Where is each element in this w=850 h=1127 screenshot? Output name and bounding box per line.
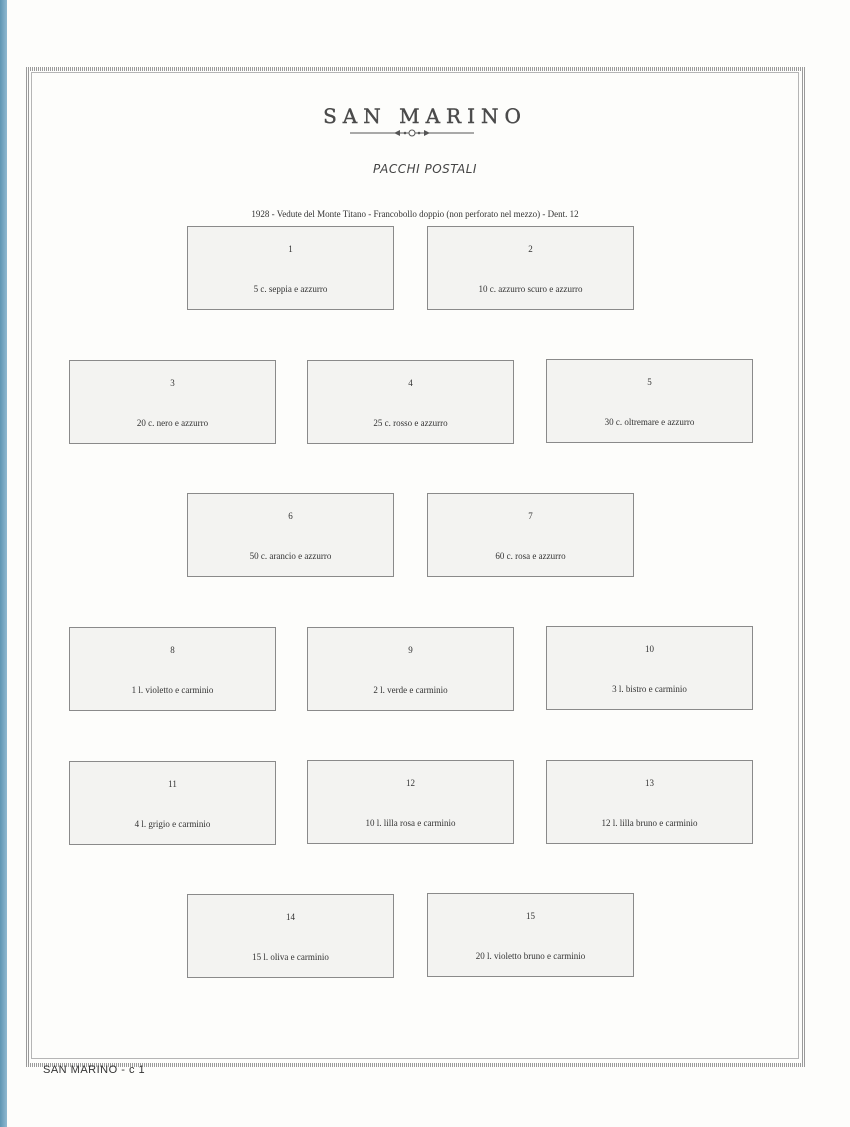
stamp-space xyxy=(546,760,753,844)
stamp-description: 3 l. bistro e carminio xyxy=(612,684,687,694)
stamp-space xyxy=(427,493,634,577)
stamp-description: 30 c. oltremare e azzurro xyxy=(604,417,695,427)
stamp-number: 3 xyxy=(170,378,175,388)
title-ornament xyxy=(350,127,474,139)
stamp-space xyxy=(427,893,634,977)
stamp-space xyxy=(187,894,394,978)
stamp-number: 7 xyxy=(528,511,533,521)
stamp-number: 2 xyxy=(528,244,533,254)
stamp-space xyxy=(69,761,276,845)
stamp-number: 11 xyxy=(168,779,177,789)
stamp-space xyxy=(307,760,514,844)
stamp-description: 15 l. oliva e carminio xyxy=(252,952,329,962)
stamp-number: 8 xyxy=(170,645,175,655)
stamp-space xyxy=(427,226,634,310)
stamp-number: 10 xyxy=(645,644,654,654)
stamp-space xyxy=(69,360,276,444)
stamp-description: 2 l. verde e carminio xyxy=(373,685,448,695)
stamp-number: 15 xyxy=(526,911,535,921)
stamp-space xyxy=(187,493,394,577)
stamp-number: 4 xyxy=(408,378,413,388)
stamp-space xyxy=(187,226,394,310)
stamp-space xyxy=(307,360,514,444)
stamp-number: 5 xyxy=(647,377,652,387)
page-subtitle: PACCHI POSTALI xyxy=(373,162,477,176)
stamp-number: 13 xyxy=(645,778,654,788)
series-heading: 1928 - Vedute del Monte Titano - Francobollo doppio (non perforato nel mezzo) - Dent. 12 xyxy=(251,209,579,219)
stamp-description: 25 c. rosso e azzurro xyxy=(373,418,448,428)
stamp-description: 4 l. grigio e carminio xyxy=(134,819,211,829)
stamp-description: 10 c. azzurro scuro e azzurro xyxy=(478,284,583,294)
page-footer-label: SAN MARINO - c 1 xyxy=(43,1064,146,1076)
stamp-number: 14 xyxy=(286,912,295,922)
stamp-space xyxy=(546,626,753,710)
stamp-description: 10 l. lilla rosa e carminio xyxy=(365,818,456,828)
stamp-description: 60 c. rosa e azzurro xyxy=(495,551,566,561)
stamp-space xyxy=(546,359,753,443)
stamp-description: 5 c. seppia e azzurro xyxy=(253,284,328,294)
stamp-number: 6 xyxy=(288,511,293,521)
stamp-description: 20 l. violetto bruno e carminio xyxy=(475,951,586,961)
stamp-number: 9 xyxy=(408,645,413,655)
stamp-space xyxy=(307,627,514,711)
stamp-number: 1 xyxy=(288,244,293,254)
stamp-number: 12 xyxy=(406,778,415,788)
stamp-description: 50 c. arancio e azzurro xyxy=(249,551,332,561)
page-title: SAN MARINO xyxy=(323,104,527,128)
stamp-space xyxy=(69,627,276,711)
stamp-description: 20 c. nero e azzurro xyxy=(136,418,209,428)
stamp-description: 1 l. violetto e carminio xyxy=(131,685,214,695)
stamp-description: 12 l. lilla bruno e carminio xyxy=(601,818,698,828)
page-border-inner xyxy=(31,72,799,1059)
